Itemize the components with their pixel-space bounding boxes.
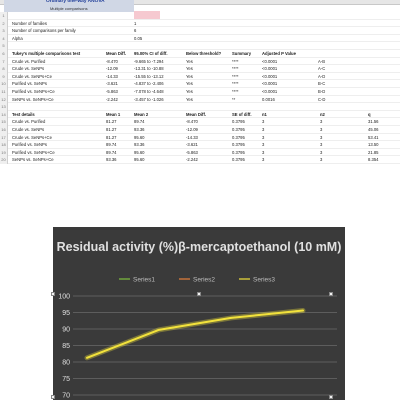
sheet-cell[interactable]: Crude vs. SeNPs bbox=[12, 66, 45, 72]
sheet-row-17 bbox=[0, 134, 400, 142]
sheet-cell[interactable]: B-D bbox=[318, 89, 326, 94]
legend-label-series1: Series1 bbox=[133, 276, 156, 284]
sheet-cell[interactable] bbox=[186, 103, 230, 111]
resize-handle-left[interactable] bbox=[51, 292, 55, 296]
sheet-cell[interactable]: 93.36 bbox=[134, 142, 145, 148]
sheet-cell[interactable]: 1 bbox=[134, 20, 137, 26]
sheet-cell[interactable]: **** bbox=[232, 66, 239, 72]
line-chart-svg bbox=[53, 227, 345, 400]
sheet-cell[interactable]: 95.60 bbox=[134, 149, 145, 155]
sheet-cell[interactable]: 3 bbox=[320, 127, 323, 132]
sheet-cell[interactable]: 0.3795 bbox=[232, 134, 245, 140]
sheet-title: Ordinary one-way ANOVA bbox=[46, 0, 105, 4]
sheet-cell[interactable]: 81.27 bbox=[106, 134, 117, 140]
sheet-cell[interactable]: 95.60 bbox=[134, 134, 145, 140]
sheet-cell[interactable]: 3 bbox=[320, 119, 323, 125]
sheet-cell[interactable]: Crude vs. SeNPs+Ce bbox=[12, 73, 52, 79]
sheet-cell[interactable]: 0.3795 bbox=[232, 157, 245, 163]
sheet-cell[interactable]: SeNPs vs. SeNPs+Ce bbox=[12, 96, 54, 102]
chart-title: Residual activity (%)β-mercaptoethanol (10 mM) bbox=[56, 240, 342, 254]
sheet-cell[interactable]: 95.00% CI of diff. bbox=[134, 51, 168, 56]
sheet-row-19 bbox=[0, 149, 400, 157]
row-number[interactable]: 11 bbox=[0, 88, 8, 96]
sheet-cell[interactable]: Yes bbox=[186, 73, 193, 79]
resize-handle-bottom-left[interactable] bbox=[51, 395, 55, 399]
resize-handle-bottom-right[interactable] bbox=[329, 395, 333, 399]
sheet-cell[interactable]: q bbox=[368, 111, 371, 117]
sheet-row-1 bbox=[0, 12, 400, 20]
sheet-cell[interactable]: 3 bbox=[320, 149, 323, 155]
sheet-cell[interactable]: <0.0001 bbox=[262, 81, 278, 87]
sheet-cell[interactable]: n1 bbox=[262, 111, 267, 117]
sheet-cell[interactable]: -8.470 bbox=[106, 58, 118, 64]
sheet-row-2 bbox=[0, 20, 400, 28]
sheet-cell[interactable]: B-C bbox=[318, 81, 326, 87]
sheet-cell[interactable]: Yes bbox=[186, 96, 193, 102]
sheet-cell[interactable]: 21.85 bbox=[368, 149, 379, 155]
sheet-row-20 bbox=[0, 156, 400, 164]
sheet-cell[interactable]: -12.09 bbox=[106, 66, 118, 72]
row-number[interactable]: 13 bbox=[0, 103, 8, 111]
sheet-cell[interactable]: -5.863 bbox=[186, 149, 198, 155]
series-line-glow bbox=[87, 311, 303, 358]
sheet-cell[interactable]: -15.55 to -13.12 bbox=[134, 73, 164, 79]
sheet-cell[interactable]: -14.33 bbox=[186, 134, 198, 140]
sheet-row-11 bbox=[0, 88, 400, 96]
sheet-cell[interactable]: -14.33 bbox=[106, 73, 118, 79]
sheet-cell[interactable]: 0.3795 bbox=[232, 142, 245, 148]
sheet-cell[interactable]: 0.05 bbox=[134, 35, 143, 41]
sheet-cell[interactable]: 45.06 bbox=[368, 127, 379, 132]
row-number[interactable]: 4 bbox=[0, 35, 8, 43]
sheet-cell[interactable] bbox=[134, 103, 184, 111]
sheet-cell[interactable]: 0.3795 bbox=[232, 127, 245, 132]
row-number[interactable]: 10 bbox=[0, 80, 8, 88]
sheet-cell[interactable]: Number of families bbox=[12, 20, 47, 26]
sheet-cell[interactable]: -3.457 to -1.026 bbox=[134, 96, 164, 102]
sheet-cell[interactable]: -13.31 to -10.88 bbox=[134, 66, 164, 72]
y-tick-label: 90 bbox=[62, 326, 70, 334]
row-number[interactable]: 14 bbox=[0, 111, 8, 119]
sheet-cell[interactable]: 3 bbox=[262, 142, 265, 148]
sheet-cell[interactable] bbox=[262, 103, 316, 111]
row-number[interactable]: 12 bbox=[0, 96, 8, 104]
row-number[interactable]: 20 bbox=[0, 156, 8, 164]
sheet-row-13 bbox=[0, 103, 400, 111]
sheet-cell[interactable]: -8.470 bbox=[186, 119, 198, 125]
legend-label-series2: Series2 bbox=[193, 276, 216, 284]
sheet-cell[interactable]: 3 bbox=[262, 157, 265, 163]
row-number[interactable]: 7 bbox=[0, 58, 8, 66]
sheet-cell[interactable]: 89.74 bbox=[134, 119, 145, 125]
resize-handle-top[interactable] bbox=[197, 292, 201, 296]
sheet-cell[interactable]: 81.27 bbox=[106, 119, 117, 125]
sheet-cell[interactable]: <0.0001 bbox=[262, 66, 278, 72]
row-number[interactable]: 19 bbox=[0, 149, 8, 157]
series-line-series3 bbox=[87, 311, 303, 358]
sheet-cell[interactable]: -7.078 to -4.648 bbox=[134, 89, 164, 94]
sheet-row-14 bbox=[0, 111, 400, 119]
sheet-cell[interactable]: 3 bbox=[262, 119, 265, 125]
sheet-row-4 bbox=[0, 35, 400, 43]
row-number[interactable]: 6 bbox=[0, 50, 8, 58]
sheet-cell[interactable]: 81.27 bbox=[106, 127, 117, 132]
sheet-cell[interactable]: 3 bbox=[262, 149, 265, 155]
sheet-row-16 bbox=[0, 126, 400, 134]
sheet-cell[interactable]: A-B bbox=[318, 58, 325, 64]
sheet-cell[interactable]: 0.0016 bbox=[262, 96, 275, 102]
row-number[interactable]: 9 bbox=[0, 73, 8, 81]
sheet-cell[interactable]: Crude vs. Purified bbox=[12, 119, 46, 125]
sheet-cell[interactable]: 3 bbox=[262, 127, 265, 132]
y-tick-label: 85 bbox=[62, 343, 70, 350]
row-number[interactable]: 17 bbox=[0, 134, 8, 142]
sheet-cell[interactable]: 0.3795 bbox=[232, 149, 245, 155]
row-number[interactable]: 2 bbox=[0, 20, 8, 28]
sheet-cell[interactable]: -4.837 to -2.406 bbox=[134, 81, 164, 87]
series-line-series2 bbox=[87, 311, 303, 358]
sheet-cell[interactable]: 3 bbox=[320, 134, 323, 140]
sheet-cell[interactable]: **** bbox=[232, 73, 239, 79]
y-tick-label: 70 bbox=[62, 392, 70, 400]
sheet-cell[interactable]: ** bbox=[232, 96, 236, 102]
sheet-row-6 bbox=[0, 50, 400, 58]
sheet-row-3 bbox=[0, 27, 400, 35]
sheet-cell[interactable]: 31.56 bbox=[368, 119, 379, 125]
sheet-row-12 bbox=[0, 96, 400, 104]
sheet-cell[interactable]: Below threshold? bbox=[186, 51, 222, 56]
sheet-cell[interactable]: 95.60 bbox=[134, 157, 145, 163]
sheet-cell[interactable]: Summary bbox=[232, 51, 252, 56]
sheet-cell[interactable]: -3.621 bbox=[186, 142, 198, 148]
sheet-cell[interactable]: -5.863 bbox=[106, 89, 118, 94]
sheet-cell[interactable]: 93.36 bbox=[106, 157, 117, 163]
row-number[interactable]: 5 bbox=[0, 42, 8, 50]
sheet-cell[interactable]: 53.41 bbox=[368, 134, 379, 140]
sheet-cell[interactable]: Yes bbox=[186, 81, 193, 87]
sheet-cell[interactable]: 6 bbox=[134, 28, 137, 34]
row-number[interactable]: 15 bbox=[0, 118, 8, 126]
sheet-cell[interactable]: **** bbox=[232, 58, 239, 64]
sheet-cell[interactable]: <0.0001 bbox=[262, 89, 278, 94]
sheet-cell[interactable]: 13.50 bbox=[368, 142, 379, 148]
sheet-cell[interactable]: C-D bbox=[318, 96, 326, 102]
sheet-cell[interactable]: Mean 2 bbox=[134, 111, 149, 117]
row-number[interactable]: 18 bbox=[0, 141, 8, 149]
sheet-cell[interactable]: 3 bbox=[262, 134, 265, 140]
sheet-cell[interactable]: Number of comparisons per family bbox=[12, 28, 76, 34]
sheet-cell[interactable]: 3 bbox=[320, 157, 323, 163]
sheet-cell[interactable] bbox=[232, 103, 260, 111]
sheet-row-15 bbox=[0, 118, 400, 126]
sheet-cell[interactable]: n2 bbox=[320, 111, 325, 117]
row-number[interactable]: 3 bbox=[0, 27, 8, 35]
sheet-cell[interactable]: Mean 1 bbox=[106, 111, 121, 117]
sheet-cell[interactable] bbox=[12, 12, 132, 20]
sheet-row-18 bbox=[0, 141, 400, 149]
sheet-cell[interactable]: Purified vs. SeNPs+Ce bbox=[12, 149, 55, 155]
sheet-cell[interactable]: Tukey's multiple comparisons test bbox=[12, 51, 81, 56]
sheet-cell[interactable]: Adjusted P Value bbox=[262, 51, 296, 56]
sheet-cell[interactable]: 89.74 bbox=[106, 149, 117, 155]
sheet-cell[interactable]: **** bbox=[232, 89, 239, 94]
sheet-cell[interactable] bbox=[318, 50, 398, 58]
row-number[interactable]: 16 bbox=[0, 126, 8, 134]
y-tick-label: 95 bbox=[62, 310, 70, 317]
row-number[interactable]: 8 bbox=[0, 65, 8, 73]
sheet-cell[interactable]: 8.354 bbox=[368, 157, 379, 163]
sheet-cell[interactable]: A-C bbox=[318, 66, 326, 72]
sheet-cell[interactable]: Crude vs. Purified bbox=[12, 58, 46, 64]
sheet-cell[interactable]: Mean Diff. bbox=[106, 51, 127, 56]
sheet-cell[interactable]: SeNPs vs. SeNPs+Ce bbox=[12, 157, 54, 163]
sheet-cell[interactable]: -9.665 to -7.294 bbox=[134, 58, 164, 64]
sheet-row-9 bbox=[0, 73, 400, 81]
sheet-cell[interactable]: SE of diff. bbox=[232, 111, 252, 117]
sheet-cell[interactable]: **** bbox=[232, 81, 239, 87]
sheet-cell[interactable]: -12.09 bbox=[186, 127, 198, 132]
sheet-row-8 bbox=[0, 65, 400, 73]
resize-handle-right[interactable] bbox=[329, 292, 333, 296]
chart-area[interactable] bbox=[53, 227, 345, 400]
row-number[interactable]: 1 bbox=[0, 12, 8, 20]
sheet-cell[interactable] bbox=[318, 103, 398, 111]
sheet-cell[interactable]: -2.242 bbox=[106, 96, 118, 102]
sheet-cell[interactable]: Crude vs. SeNPs bbox=[12, 127, 45, 132]
sheet-cell[interactable]: Alpha bbox=[12, 35, 23, 41]
sheet-cell[interactable]: 3 bbox=[320, 142, 323, 148]
y-tick-label: 75 bbox=[62, 376, 70, 383]
series-line-series1 bbox=[87, 311, 303, 358]
sheet-cell[interactable]: Purified vs. SeNPs bbox=[12, 142, 47, 148]
sheet-cell[interactable] bbox=[134, 42, 398, 50]
sheet-cell[interactable]: Purified vs. SeNPs+Ce bbox=[12, 89, 55, 94]
y-tick-label: 100 bbox=[58, 293, 70, 301]
sheet-cell[interactable]: -2.242 bbox=[186, 157, 198, 163]
sheet-cell[interactable]: 93.36 bbox=[134, 127, 145, 132]
sheet-cell[interactable]: Yes bbox=[186, 89, 193, 94]
sheet-cell[interactable]: Purified vs. SeNPs bbox=[12, 81, 47, 87]
sheet-cell[interactable]: Crude vs. SeNPs+Ce bbox=[12, 134, 52, 140]
sheet-cell[interactable]: -3.621 bbox=[106, 81, 118, 87]
sheet-row-5 bbox=[0, 42, 400, 50]
sheet-cell[interactable]: Yes bbox=[186, 66, 193, 72]
sheet-cell[interactable]: <0.0001 bbox=[262, 58, 278, 64]
sheet-cell[interactable]: <0.0001 bbox=[262, 73, 278, 79]
y-tick-label: 80 bbox=[62, 359, 70, 367]
legend-label-series3: Series3 bbox=[253, 276, 276, 284]
sheet-cell[interactable] bbox=[134, 12, 398, 20]
sheet-subtitle: Multiple comparisons bbox=[50, 6, 88, 11]
sheet-row-10 bbox=[0, 80, 400, 88]
sheet-cell[interactable] bbox=[12, 42, 132, 50]
sheet-cell[interactable]: Mean Diff. bbox=[186, 111, 207, 117]
sheet-cell[interactable]: 89.74 bbox=[106, 142, 117, 148]
sheet-cell[interactable]: A-D bbox=[318, 73, 326, 79]
sheet-cell[interactable] bbox=[106, 103, 132, 111]
sheet-cell[interactable] bbox=[12, 103, 104, 111]
sheet-cell[interactable]: 0.3795 bbox=[232, 119, 245, 125]
sheet-cell[interactable]: Test details bbox=[12, 111, 35, 117]
sheet-cell[interactable]: Yes bbox=[186, 58, 193, 64]
sheet-row-7 bbox=[0, 58, 400, 66]
